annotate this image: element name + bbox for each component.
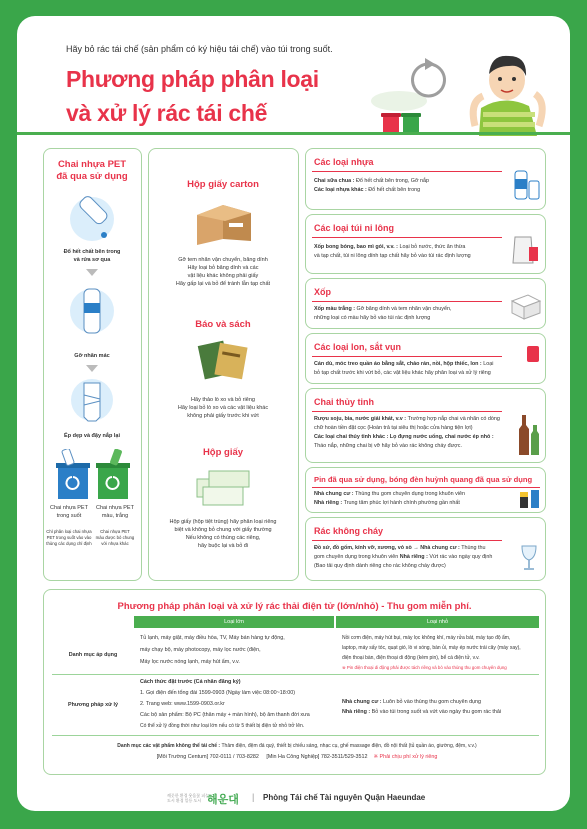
- non-recyclable-items: Danh mục các vật phẩm không thể tái chế : Thảm điện, đệm đá quý, thiết bị chiếu sáng, nhạc cụ, ghế massage điện, đồ nội thất (tủ quần áo, giường, đệm, v.v.): [117, 743, 477, 749]
- pet-title-1: Chai nhựa PET: [57, 159, 127, 170]
- footer-divider: |: [252, 792, 255, 802]
- title-line-2: và xử lý rác tái chế: [66, 100, 268, 126]
- arrow-down-icon: [86, 269, 98, 276]
- carton-text-2: Hãy loại bỏ băng dính và các: [187, 265, 259, 271]
- battery-icon: [518, 488, 542, 510]
- row2-label: Phương pháp xử lý: [68, 702, 118, 708]
- paper-pack-icon: [193, 465, 255, 511]
- styrofoam-text-2: những loại có màu hãy bỏ vào túi rác định lượng: [314, 315, 431, 321]
- bin-clear-note-2: PET trong suốt vào vào: [46, 535, 92, 540]
- news-text-2: Hãy loại bỏ lò xo và các vật liệu khác: [177, 405, 269, 411]
- carton-box-icon: [193, 195, 255, 247]
- row1-small-1: Nồi cơm điện, máy hút bụi, máy lọc không khí, máy rửa bát, máy tạo độ ẩm,: [342, 635, 511, 641]
- row1-large-2: máy chạy bộ, máy photocopy, máy lọc nước (điện,: [140, 647, 261, 653]
- carton-text-1: Gỡ tem nhãn vận chuyển, băng dính: [178, 257, 268, 263]
- styrofoam-text-1: Xốp màu trắng : Gỡ băng dính và tem nhãn vận chuyển,: [314, 306, 452, 312]
- person-illustration: [473, 56, 542, 136]
- bottle-pour-icon: [68, 189, 116, 247]
- pack-title: Hộp giấy: [202, 447, 244, 458]
- row2-large-1: Cách thức đặt trước (Cá nhân đăng ký): [140, 679, 241, 685]
- title-underline: [312, 237, 502, 238]
- slogan: 깨끗한 환경 웃음꽃 피는 도시 환경 일등 도시: [167, 793, 209, 803]
- red-bin-icon: [381, 113, 401, 134]
- bottle-label-icon: [70, 281, 114, 339]
- row2-large-3: 2. Trang web: www.1599-0903.or.kr: [140, 701, 225, 707]
- can-box: [305, 333, 546, 384]
- bin-color-label-2: màu, trắng: [101, 513, 129, 519]
- glass-text-1: Rượu soju, bia, nước giải khát, v.v : Trường hợp nắp chai và nhãn có dòng: [314, 416, 500, 422]
- ewaste-title: Phương pháp phân loại và xử lý rác thải điện tử (lớn/nhỏ) - Thu gom miễn phí.: [117, 601, 472, 612]
- ewaste-panel: [43, 589, 546, 775]
- row2-large-2: 1. Gọi điện đến tổng đài 1599-0903 (Ngày làm việc 08:00~18:00): [140, 690, 296, 696]
- title-underline: [312, 301, 502, 302]
- pet-step-2: Gỡ nhãn mác: [74, 353, 110, 359]
- vinyl-text-1: Xốp bong bóng, bao mì gói, v.v. : Loại bỏ nước, thức ăn thừa: [314, 244, 466, 250]
- bin-clear-label-2: trong suốt: [56, 513, 82, 519]
- wine-glass-icon: [518, 544, 540, 572]
- header-divider: [17, 132, 570, 135]
- styrofoam-icon: [510, 291, 542, 321]
- books-icon: [195, 335, 253, 383]
- row-divider: [52, 735, 539, 736]
- poster: [17, 16, 570, 811]
- plastic-text-2: Các loại nhựa khác : Đổ hết chất bên trong: [314, 187, 421, 193]
- pack-text-2: biệt và không bỏ chung với giấy thường: [174, 527, 272, 533]
- arrow-down-icon: [86, 365, 98, 372]
- plastic-box: [305, 148, 546, 210]
- pet-step-1b: và rửa sơ qua: [73, 257, 111, 263]
- glass-box: [305, 388, 546, 463]
- row2-large-4: Các bộ sản phẩm: Bộ PC (thân máy + màn hình), bộ âm thanh đời xưa: [140, 712, 310, 718]
- bin-clear-note-1: Chỉ phân loại chai nhựa: [46, 529, 92, 534]
- row1-small-3: điện thoại bàn, điện thoại di động (kèm pin), bể cá điện tử, v.v.: [342, 655, 480, 661]
- title-line-1: Phương pháp phân loại: [66, 66, 319, 92]
- pack-text-3: Nếu không có thùng các riêng,: [185, 535, 261, 541]
- hero-illustration: [369, 46, 549, 136]
- row1-note: ※ Pin điện thoại di động phải được tách riêng và bỏ vào thùng thu gom chuyên dụng: [342, 665, 507, 670]
- pack-text-1: Hộp giấy (hộp tiệt trùng) hãy phân loại riêng: [169, 519, 277, 525]
- bin-color-label-1: Chai nhựa PET: [96, 505, 134, 511]
- glass-text-4: Tháo nắp, những chai bị vỡ hãy bỏ vào rác không cháy được.: [314, 443, 462, 449]
- title-underline: [312, 487, 540, 488]
- plastic-title: Các loại nhựa: [314, 157, 374, 167]
- glass-title: Chai thủy tinh: [314, 397, 374, 407]
- subtitle: Hãy bỏ rác tái chế (sản phẩm có ký hiệu tái chế) vào túi trong suốt.: [66, 44, 333, 54]
- clear-bin-icon: [54, 449, 92, 501]
- can-text-1: Cán dù, móc treo quần áo bằng sắt, chảo rán, nồi, hộp thiếc, lon : Loại: [314, 361, 494, 367]
- pet-step-3: Ép dẹp và đậy nắp lại: [64, 433, 120, 439]
- non-burnable-box: [305, 517, 546, 581]
- plastic-text-1: Chai sữa chua : Đổ hết chất bên trong, Gỡ nắp: [314, 178, 430, 184]
- styrofoam-title: Xốp: [314, 287, 331, 297]
- non-burnable-text-1: Đồ sứ, đồ gốm, kính vỡ, xương, vỏ sò → Nhà chung cư : Thùng thu: [314, 545, 486, 551]
- battery-title: Pin đã qua sử dụng, bóng đèn huỳnh quang đã qua sử dụng: [314, 475, 533, 484]
- bin-color-note-3: với nhựa khác: [101, 541, 129, 546]
- non-burnable-title: Rác không cháy: [314, 526, 384, 536]
- non-burnable-text-3: (Bao tải quy định dành riêng cho rác không cháy được): [314, 563, 446, 569]
- vinyl-text-2: và tạp chất, túi ni lông dính tạp chất hãy bỏ vào túi rác định lượng: [314, 253, 471, 259]
- row2-small-2: Nhà riêng : Bỏ vào túi trong suốt và vứt vào ngày thu gom rác thải: [342, 709, 502, 715]
- news-text-3: không phải giấy trước khi vứt: [187, 413, 259, 419]
- carton-text-3: vật liệu khác không phải giấy: [187, 273, 259, 279]
- footer: [17, 789, 570, 811]
- row1-large-3: Máy lọc nước nóng lạnh, máy hút ẩm, v.v.: [140, 659, 240, 665]
- glass-text-2: chữ hoàn tiền đặt cọc (Hoàn trả tại siêu thị hoặc cửa hàng tiện lợi): [314, 425, 473, 431]
- row1-large-1: Tủ lạnh, máy giặt, máy điều hòa, TV, Máy bán hàng tự động,: [140, 635, 285, 641]
- glass-bottle-icon: [516, 413, 542, 457]
- can-icon: [524, 344, 542, 364]
- non-burnable-text-2: gom chuyên dụng trong khuôn viên Nhà riêng : Vứt rác vào ngày quy định: [314, 554, 493, 560]
- styrofoam-box: [305, 278, 546, 329]
- row2-small-1: Nhà chung cư : Luôn bỏ vào thùng thu gom chuyên dụng: [342, 699, 482, 705]
- recycle-icon: [413, 58, 445, 96]
- bin-clear-label-1: Chai nhựa PET: [50, 505, 88, 511]
- row-divider: [52, 674, 539, 675]
- carton-title: Hộp giấy carton: [187, 179, 259, 190]
- title-underline: [312, 411, 502, 412]
- title-underline: [312, 540, 502, 541]
- can-title: Các loại lon, sắt vụn: [314, 342, 402, 352]
- row1-small-2: laptop, máy sấy tóc, quạt gió, lò vi sóng, bàn ủi, máy ép nước trái cây (máy xay),: [342, 645, 521, 651]
- pack-text-4: hãy buộc lại và bỏ đi: [197, 543, 249, 549]
- carton-text-4: Hãy gấp lại và bỏ để tránh lẫn tạp chất: [175, 281, 271, 287]
- bin-color-note-1: Chai nhựa PET: [100, 529, 130, 534]
- col-large-header: Loại lớn: [134, 616, 334, 628]
- pet-step-1a: Đổ hết chất bên trong: [63, 249, 121, 255]
- title-underline: [312, 171, 502, 172]
- paper-panel: [148, 148, 299, 581]
- bin-color-note-2: màu được bỏ chung: [95, 535, 135, 540]
- crushed-bottle-icon: [70, 375, 114, 425]
- vinyl-box: [305, 214, 546, 274]
- color-bin-icon: [94, 449, 132, 501]
- news-text-1: Hãy thảo lò xo và bỏ riêng: [191, 397, 255, 403]
- row2-large-5: Có thể xử lý đồng thời như loại lớn nếu có từ 5 thiết bị điện tử nhỏ trở lên.: [140, 723, 305, 729]
- organization-name: Phòng Tái chế Tài nguyên Quận Haeundae: [263, 793, 426, 802]
- col-small-header: Loại nhỏ: [336, 616, 539, 628]
- can-text-2: bỏ tạp chất trước khi vứt bỏ, các vật liệu khác hãy phân loại và xử lý riêng: [314, 370, 491, 376]
- row1-label: Danh mục áp dụng: [68, 652, 118, 658]
- vinyl-bag-icon: [511, 229, 541, 265]
- battery-text-2: Nhà riêng : Trung tâm phúc lợi hành chính phường gần nhất: [314, 500, 460, 506]
- bin-clear-note-3: thùng các dụng chỉ định: [46, 541, 92, 546]
- pet-panel: [43, 148, 142, 581]
- contact-line: [Môi Trường Centum] 702-0111 / 703-8282 [Min Ha Công Nghiệp] 782-3511/529-3512 ※ Phải chịu phí xử lý riêng: [156, 754, 438, 760]
- news-title: Báo và sách: [195, 319, 251, 330]
- green-bin-icon: [401, 113, 421, 134]
- pet-title-2: đã qua sử dụng: [56, 171, 128, 182]
- vinyl-title: Các loại túi ni lông: [314, 223, 395, 233]
- district-logo: 해운대: [207, 794, 239, 806]
- battery-text-1: Nhà chung cư : Thùng thu gom chuyên dụng trong khuôn viên: [314, 491, 466, 497]
- glass-text-3: Các loại chai thủy tinh khác : Lọ đựng nước uống, chai nước ép nhỏ :: [314, 434, 494, 440]
- battery-box: [305, 467, 546, 513]
- title-underline: [312, 356, 502, 357]
- plastic-bottle-icon: [511, 165, 541, 201]
